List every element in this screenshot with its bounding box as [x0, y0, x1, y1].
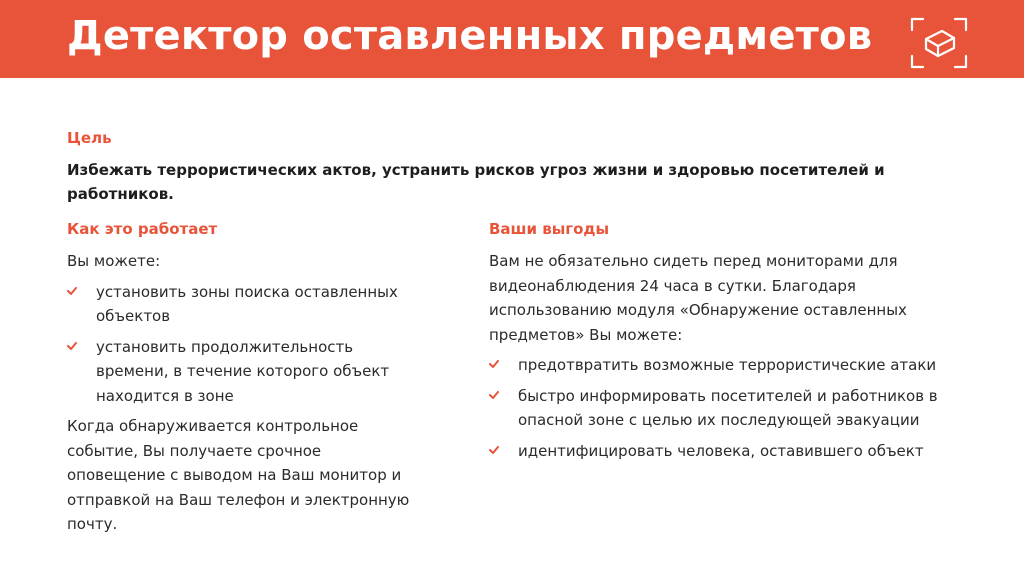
benefits-label: Ваши выгоды	[489, 220, 610, 238]
list-item-text: идентифицировать человека, оставившего объект	[518, 441, 924, 460]
check-icon	[67, 342, 77, 350]
box-scan-icon	[910, 17, 968, 69]
how-it-works-intro: Вы можете:	[67, 252, 161, 270]
check-icon	[489, 446, 499, 454]
check-icon	[489, 360, 499, 368]
page-title: Детектор оставленных предметов	[67, 13, 873, 59]
list-item	[67, 335, 426, 409]
list-item	[489, 384, 968, 433]
how-it-works-column	[67, 249, 437, 537]
list-item-text: установить зоны поиска оставленных объектов	[96, 282, 398, 325]
list-item	[489, 439, 988, 464]
list-item	[489, 353, 948, 378]
benefits-column	[489, 249, 959, 463]
how-it-works-label: Как это работает	[67, 220, 218, 238]
goal-text: Избежать террористических актов, устранить рисков угроз жизни и здоровью посетителей и работников.	[67, 161, 885, 203]
list-item-text: предотвратить возможные террористические атаки	[518, 356, 937, 374]
benefits-intro: Вам не обязательно сидеть перед мониторами для видеонаблюдения 24 часа в сутки. Благодаря использованию модуля «Обнаружение оставленных предметов» Вы можете:	[489, 252, 907, 344]
header-bar	[0, 0, 1024, 78]
check-icon	[489, 391, 499, 399]
how-it-works-outro: Когда обнаруживается контрольное событие, Вы получаете срочное оповещение с выводом на Ваш монитор и отправкой на Ваш телефон и электронную почту.	[67, 417, 410, 533]
list-item-text: установить продолжительность времени, в течение которого объект находится в зоне	[96, 337, 390, 405]
list-item	[67, 280, 426, 329]
list-item-text: быстро информировать посетителей и работников в опасной зоне с целью их последующей эвакуации	[518, 386, 938, 429]
how-it-works-list	[67, 280, 437, 409]
benefits-list	[489, 353, 959, 463]
check-icon	[67, 287, 77, 295]
goal-label: Цель	[67, 129, 112, 147]
